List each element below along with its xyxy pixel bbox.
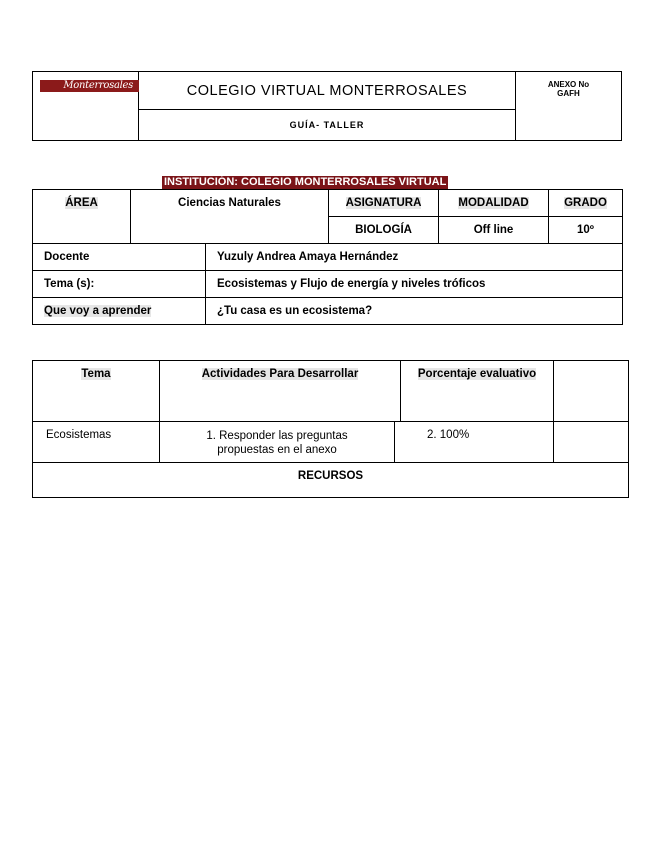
porcentaje-header-cell: [401, 368, 553, 380]
actividad-line-1: 1. Responder las preguntas: [206, 430, 348, 442]
tema-label: Tema (s):: [33, 271, 206, 298]
grado-value: 10º: [549, 217, 623, 244]
grado-label: GRADO: [564, 197, 607, 209]
asignatura-value: BIOLOGÍA: [329, 217, 439, 244]
divider: [394, 422, 395, 463]
divider: [33, 462, 628, 463]
aprender-value: ¿Tu casa es un ecosistema?: [206, 298, 623, 325]
activities-table: [32, 360, 629, 498]
asignatura-label: ASIGNATURA: [345, 197, 422, 209]
logo-cell: [33, 72, 139, 140]
row-actividad: [160, 429, 394, 457]
anexo-code: GAFH: [557, 89, 580, 98]
divider: [553, 361, 554, 463]
area-label-cell: [33, 190, 131, 244]
tema-header-cell: [33, 368, 159, 380]
aprender-label-cell: [33, 298, 206, 325]
aprender-label: Que voy a aprender: [44, 305, 152, 317]
row-tema: Ecosistemas: [46, 429, 112, 441]
anexo-label: ANEXO No: [547, 80, 590, 89]
docente-label: Docente: [33, 244, 206, 271]
school-title: COLEGIO VIRTUAL MONTERROSALES: [139, 72, 516, 110]
tema-value: Ecosistemas y Flujo de energía y niveles tróficos: [206, 271, 623, 298]
modalidad-label: MODALIDAD: [458, 197, 529, 209]
recursos-label: RECURSOS: [297, 470, 364, 482]
institution-banner: INSTITUCIÓN: COLEGIO MONTERROSALES VIRTUAL: [164, 176, 447, 188]
course-info-table: [32, 189, 623, 325]
porcentaje-header: Porcentaje evaluativo: [417, 368, 537, 380]
actividades-header: Actividades Para Desarrollar: [201, 368, 359, 380]
tema-header: Tema: [81, 368, 111, 380]
asignatura-label-cell: [329, 190, 439, 217]
guide-subtitle: GUÍA- TALLER: [139, 110, 516, 140]
actividad-line-2: propuestas en el anexo: [217, 444, 337, 456]
modalidad-value: Off line: [439, 217, 549, 244]
area-value: Ciencias Naturales: [131, 190, 329, 244]
row-porcentaje: 2. 100%: [427, 429, 470, 441]
actividades-header-cell: [160, 368, 400, 380]
anexo-cell: [516, 72, 621, 140]
grado-label-cell: [549, 190, 623, 217]
divider: [33, 421, 628, 422]
modalidad-label-cell: [439, 190, 549, 217]
document-header: [32, 71, 622, 141]
area-label: ÁREA: [65, 197, 98, 209]
school-logo: Monterrosales: [40, 80, 139, 92]
docente-value: Yuzuly Andrea Amaya Hernández: [206, 244, 623, 271]
